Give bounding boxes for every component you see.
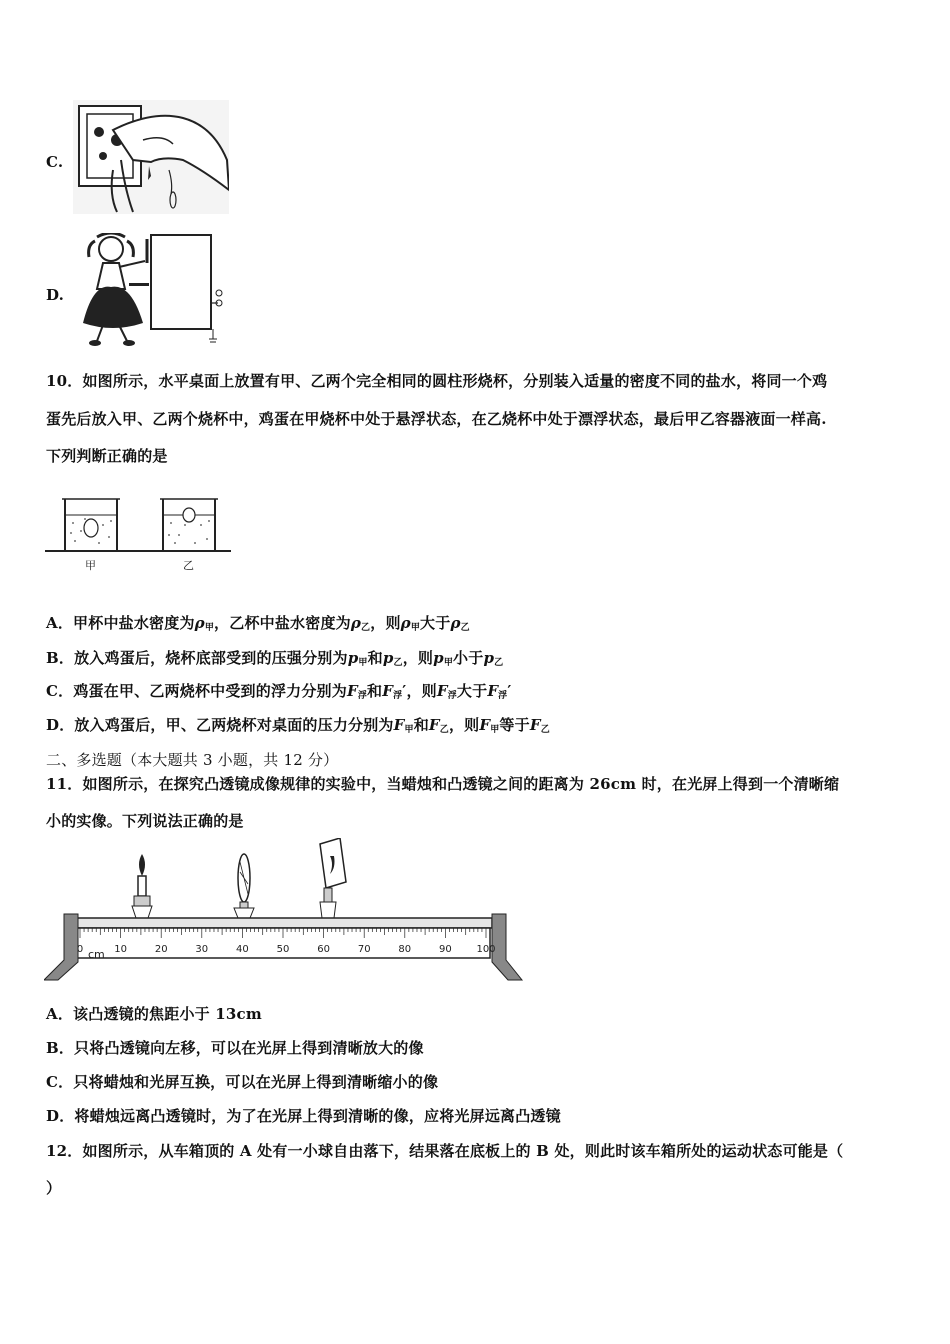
q10-stem-line3: 下列判断正确的是 xyxy=(46,447,168,465)
ruler-tick-label: 50 xyxy=(276,944,290,955)
option-a-label: A． xyxy=(46,1005,74,1023)
ruler-unit: cm xyxy=(88,948,105,961)
q11-option-c[interactable]: C．只将蜡烛和光屏互换，可以在光屏上得到清晰缩小的像 xyxy=(46,1073,439,1091)
q11-stem-line1: 11．如图所示，在探究凸透镜成像规律的实验中，当蜡烛和凸透镜之间的距离为 26cm 时，在光屏上得到一个清晰缩 xyxy=(46,775,840,793)
ruler-tick-label: 60 xyxy=(317,944,330,955)
q11-stem-line2: 小的实像。下列说法正确的是 xyxy=(46,812,244,830)
q10-option-b[interactable]: B．放入鸡蛋后，烧杯底部受到的压强分别为$p_甲$和$p_乙$，则$p_甲$小于$p_乙$ xyxy=(46,649,504,668)
q10-option-c[interactable]: C．鸡蛋在甲、乙两烧杯中受到的浮力分别为$F_浮$和$F_浮'$，则$F_浮$大于$F_浮'$ xyxy=(46,682,512,701)
option-b-label: B． xyxy=(46,1039,75,1057)
q12-stem-line1: 12．如图所示，从车箱顶的 A 处有一小球自由落下，结果落在底板上的 B 处，则此时该车箱所处的运动状态可能是（ xyxy=(46,1142,844,1160)
option-d-label: D． xyxy=(46,716,75,734)
option-d-label: D. xyxy=(46,286,65,304)
ruler-tick-label: 20 xyxy=(154,944,168,955)
label-jia: 甲 xyxy=(85,559,96,572)
q10-stem-line1: 10．如图所示，水平桌面上放置有甲、乙两个完全相同的圆柱形烧杯，分别装入适量的密度不同的盐水，将同一个鸡 xyxy=(46,372,828,390)
socket-hand-figure xyxy=(73,100,229,218)
egg-jia xyxy=(84,519,98,537)
ruler-tick-label: 40 xyxy=(236,944,249,955)
q10-option-d[interactable]: D．放入鸡蛋后，甲、乙两烧杯对桌面的压力分别为$F_甲$和$F_乙$，则$F_甲$等于$F_乙$ xyxy=(46,716,550,735)
option-d-label: D． xyxy=(46,1107,75,1125)
q10-stem-line2: 蛋先后放入甲、乙两个烧杯中，鸡蛋在甲烧杯中处于悬浮状态，在乙烧杯中处于漂浮状态，最后甲乙容器液面一样高. xyxy=(46,410,827,428)
candle xyxy=(132,854,152,918)
ruler-tick-label: 0 xyxy=(76,944,84,955)
ruler-tick-label: 10 xyxy=(114,944,127,955)
beaker-yi xyxy=(163,499,215,551)
q10-option-a[interactable]: A．甲杯中盐水密度为$\rho_甲$，乙杯中盐水密度为$\rho_乙$，则$\rho_甲$大于$\rho_乙$ xyxy=(46,614,470,633)
ruler-tick-label: 80 xyxy=(398,944,412,955)
section-heading: 二、多选题（本大题共 3 小题，共 12 分） xyxy=(46,751,339,769)
q11-option-d[interactable]: D．将蜡烛远离凸透镜时，为了在光屏上得到清晰的像，应将光屏远离凸透镜 xyxy=(46,1107,561,1125)
q11-option-b[interactable]: B．只将凸透镜向左移，可以在光屏上得到清晰放大的像 xyxy=(46,1039,424,1057)
girl-fridge-figure xyxy=(73,233,223,353)
ruler-tick-label: 70 xyxy=(357,944,371,955)
option-c-label: C． xyxy=(46,682,74,700)
ruler-tick-label: 30 xyxy=(195,944,209,955)
convex-lens xyxy=(234,854,254,918)
ruler-tick-label: 90 xyxy=(439,944,452,955)
optical-bench-figure xyxy=(44,838,526,988)
q12-stem-line2: ） xyxy=(46,1179,62,1197)
label-yi: 乙 xyxy=(183,559,194,572)
q11-option-a[interactable]: A．该凸透镜的焦距小于 13cm xyxy=(46,1005,262,1023)
ruler-tick-label: 100 xyxy=(476,944,496,955)
option-c-label: C. xyxy=(46,153,64,171)
option-b-label: B． xyxy=(46,649,75,667)
light-screen xyxy=(320,838,346,918)
option-a-label: A． xyxy=(46,614,74,632)
option-c-label: C． xyxy=(46,1073,74,1091)
beakers-figure xyxy=(45,495,235,579)
egg-yi xyxy=(183,508,195,522)
